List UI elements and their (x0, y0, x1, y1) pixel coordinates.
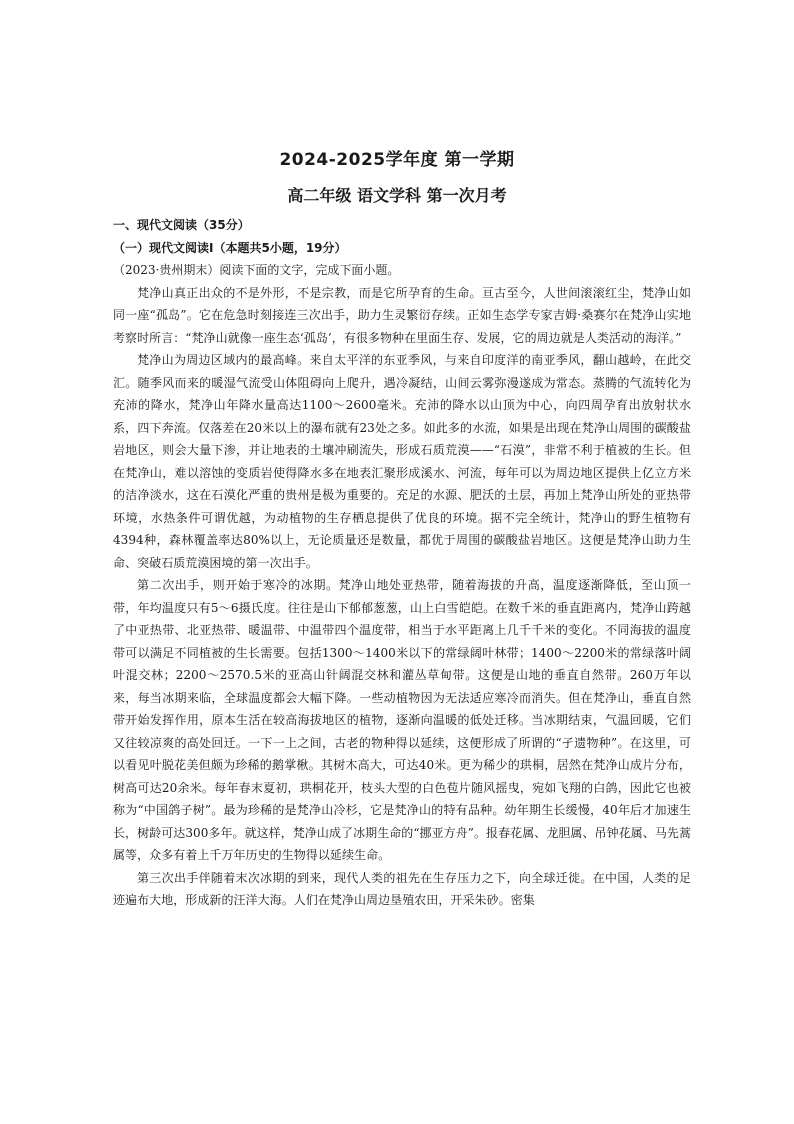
passage-paragraph-2: 梵净山为周边区域内的最高峰。来自太平洋的东亚季风，与来自印度洋的南亚季风，翻山越岭，在此交汇。随季风而来的暖湿气流受山体阻碍向上爬升，遇冷凝结，山间云雾弥漫遂成为常态。蒸腾的气流转化为充沛的降水，梵净山年降水量高达1100～2600毫米。充沛的降水以山顶为中心，向四周孕育出放射状水系，四下奔流。仅落差在20米以上的瀑布就有23处之多。如此多的水流，如果是出现在梵净山周围的碳酸盐岩地区，则会大量下渗，并让地表的土壤冲刷流失，形成石质荒漠——“石漠”，非常不利于植被的生长。但在梵净山，难以溶蚀的变质岩使得降水多在地表汇聚形成溪水、河流，每年可以为周边地区提供上亿立方米的洁净淡水，这在石漠化严重的贵州是极为重要的。充足的水源、肥沃的土层，再加上梵净山所处的亚热带环境，水热条件可谓优越，为动植物的生存栖息提供了优良的环境。据不完全统计，梵净山的野生植物有4394种，森林覆盖率达80%以上，无论质量还是数量，都优于周围的碳酸盐岩地区。这便是梵净山助力生命、突破石质荒漠困境的第一次出手。 (113, 353, 692, 570)
section-subheading: （一）现代文阅读Ⅰ（本题共5小题，19分） (113, 240, 347, 255)
reading-instruction: （2023·贵州期末）阅读下面的文字，完成下面小题。 (113, 263, 400, 277)
section-heading: 一、现代文阅读（35分） (113, 218, 250, 232)
document-title: 2024-2025学年度 第一学期 (279, 150, 515, 170)
document-subtitle: 高二年级 语文学科 第一次月考 (287, 186, 507, 205)
passage-paragraph-4: 第三次出手伴随着末次冰期的到来，现代人类的祖先在生存压力之下，向全球迁徙。在中国，人类的足迹遍布大地，形成新的汪洋大海。人们在梵净山周边垦殖农田，开采朱砂。密集 (113, 870, 691, 907)
passage-paragraph-1: 梵净山真正出众的不是外形，不是宗教，而是它所孕育的生命。亘古至今，人世间滚滚红尘，梵净山如同一座“孤岛”。它在危急时刻接连三次出手，助力生灵繁衍存续。正如生态学专家吉姆·桑赛尔在梵净山实地考察时所言：“梵净山就像一座生态‘孤岛’，有很多物种在里面生存、发展，它的周边就是人类活动的海洋。” (113, 285, 691, 345)
document-body (113, 214, 691, 912)
passage-paragraph-3: 第二次出手，则开始于寒冷的冰期。梵净山地处亚热带，随着海拔的升高，温度逐渐降低，至山顶一带，年均温度只有5～6摄氏度。往往是山下郁郁葱葱，山上白雪皑皑。在数千米的垂直距离内，梵净山跨越了中亚热带、北亚热带、暖温带、中温带四个温度带，相当于水平距离上几千千米的变化。不同海拔的温度带可以满足不同植被的生长需要。包括1300～1400米以下的常绿阔叶林带；1400～2200米的常绿落叶阔叶混交林；2200～2570.5米的亚高山针阔混交林和灌丛草甸带。这便是山地的垂直自然带。260万年以来，每当冰期来临，全球温度都会大幅下降。一些动植物因为无法适应寒冷而消失。但在梵净山，垂直自然带开始发挥作用，原本生活在较高海拔地区的植物，逐渐向温暖的低处迁移。当冰期结束，气温回暖，它们又往较凉爽的高处回迁。一下一上之间，古老的物种得以延续，这便形成了所谓的“孑遗物种”。在这里，可以看见叶脱花美但颇为珍稀的鹅掌楸。其树木高大，可达40米。更为稀少的珙桐，居然在梵净山成片分布，树高可达20余米。每年春末夏初，珙桐花开，枝头大型的白色苞片随风摇曳，宛如飞翔的白鸽，因此它也被称为“中国鸽子树”。最为珍稀的是梵净山冷杉，它是梵净山的特有品种。幼年期生长缓慢，40年后才加速生长，树龄可达300多年。就这样，梵净山成了冰期生命的“挪亚方舟”。报春花属、龙胆属、吊钟花属、马先蒿属等，众多有着上千万年历史的生物得以延续生命。 (113, 578, 691, 862)
